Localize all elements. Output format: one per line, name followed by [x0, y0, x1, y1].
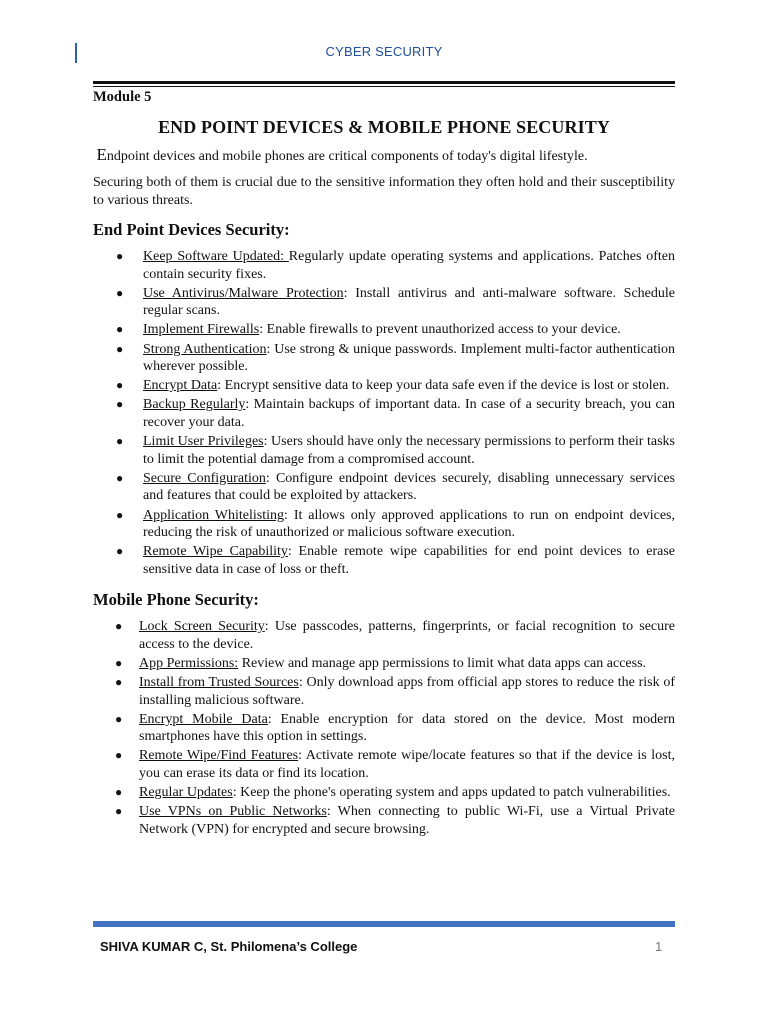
list-item — [93, 543, 675, 578]
item-term: Strong Authentication — [143, 341, 267, 357]
page-number: 1 — [655, 939, 663, 954]
list-item — [93, 341, 675, 376]
list-item — [93, 248, 675, 283]
bullet-icon: ● — [115, 748, 123, 763]
item-text: : It allows only approved applications to run on endpoint devices, reducing the risk of unauthorized or malicious software execution. — [143, 507, 675, 540]
item-term: Backup Regularly — [143, 397, 246, 413]
list-item — [93, 803, 675, 838]
list-item — [93, 433, 675, 468]
item-text: : Configure endpoint devices securely, disabling unnecessary services and features that could be exploited by attackers. — [143, 470, 675, 504]
list-item — [93, 321, 675, 339]
list-item — [93, 711, 675, 746]
list-item — [93, 618, 675, 653]
intro-first-letter: E — [96, 145, 107, 164]
item-text: : Activate remote wipe/locate features so that if the device is lost, you can erase its data or find its location. — [139, 748, 675, 781]
header-rule-thick — [93, 81, 675, 84]
document-title: END POINT DEVICES & MOBILE PHONE SECURITY — [158, 117, 610, 137]
header-rule-thin — [93, 86, 675, 87]
list-item — [93, 674, 675, 709]
mobile-list — [93, 618, 675, 838]
bullet-icon: ● — [115, 711, 123, 726]
footer-rule — [93, 921, 675, 927]
module-label: Module 5 — [93, 89, 152, 105]
intro-text: ndpoint devices and mobile phones are critical components of today's digital lifestyle. — [106, 149, 588, 164]
bullet-icon: ● — [116, 322, 124, 337]
list-item — [93, 747, 675, 782]
bullet-icon: ● — [115, 675, 123, 690]
bullet-icon: ● — [115, 804, 123, 819]
bullet-icon: ● — [116, 544, 124, 559]
bullet-icon: ● — [116, 397, 124, 412]
item-term: Regular Updates — [139, 785, 233, 801]
bullet-icon: ● — [116, 249, 124, 263]
item-text: : Use passcodes, patterns, fingerprints, or facial recognition to secure access to the device. — [139, 619, 675, 652]
bullet-icon: ● — [115, 619, 123, 634]
footer-author: SHIVA KUMAR C, St. Philomena’s College — [100, 939, 358, 954]
list-item — [93, 655, 675, 673]
section-heading: End Point Devices Security: — [93, 220, 290, 239]
item-term: Secure Configuration — [143, 470, 266, 486]
list-item — [93, 507, 675, 542]
item-term: Encrypt Data — [143, 378, 218, 394]
item-text: : Enable remote wipe capabilities for end point devices to erase sensitive data in case of loss or theft. — [143, 544, 675, 577]
item-text: : Install antivirus and anti-malware software. Schedule regular scans. — [143, 285, 675, 319]
bullet-icon: ● — [116, 470, 124, 485]
bullet-icon: ● — [116, 434, 124, 449]
bullet-icon: ● — [116, 378, 124, 393]
intro-paragraph — [93, 146, 675, 165]
bullet-icon: ● — [116, 507, 124, 522]
section-heading: Mobile Phone Security: — [93, 590, 259, 610]
item-term: Use VPNs on Public Networks — [139, 804, 327, 820]
item-text: : Encrypt sensitive data to keep your data safe even if the device is lost or stolen. — [217, 378, 670, 394]
item-text: Regularly update operating systems and applications. Patches often contain security fixes. — [143, 249, 675, 282]
item-text: : Maintain backups of important data. In case of a security breach, you can recover your data. — [143, 397, 675, 430]
item-text: : Users should have only the necessary permissions to perform their tasks to limit the potential damage from a compromised account. — [143, 434, 675, 467]
item-text: : Only download apps from official app stores to reduce the risk of installing malicious software. — [139, 675, 675, 708]
item-term: Application Whitelisting — [143, 507, 284, 523]
item-term: Remote Wipe/Find Features — [139, 748, 299, 764]
item-term: Install from Trusted Sources — [139, 675, 299, 691]
item-text: : Enable firewalls to prevent unauthorized access to your device. — [259, 322, 621, 338]
section-endpoint — [93, 220, 675, 578]
list-item — [93, 377, 675, 395]
list-item — [93, 396, 675, 431]
item-term: Lock Screen Security — [139, 619, 265, 635]
endpoint-list — [93, 248, 675, 578]
list-item — [93, 784, 675, 802]
bullet-icon: ● — [116, 341, 124, 356]
bullet-icon: ● — [115, 655, 123, 670]
header-title: CYBER SECURITY — [325, 44, 443, 59]
item-term: Encrypt Mobile Data — [139, 711, 268, 727]
item-text: : Enable encryption for data stored on the device. Most modern smartphones have this option in settings. — [139, 711, 676, 745]
item-text: : Keep the phone's operating system and apps updated to patch vulnerabilities. — [232, 785, 671, 801]
body-paragraph: Securing both of them is crucial due to the sensitive information they often hold and their susceptibility to various threats. — [93, 175, 675, 208]
item-term: App Permissions: — [139, 655, 239, 671]
document-body — [93, 88, 675, 840]
item-text: : Use strong & unique passwords. Implement multi-factor authentication wherever possible. — [143, 341, 676, 375]
list-item — [93, 470, 675, 505]
item-term: Keep Software Updated: — [143, 249, 289, 264]
item-term: Implement Firewalls — [143, 322, 260, 338]
bullet-icon: ● — [116, 285, 124, 300]
bullet-icon: ● — [115, 785, 123, 800]
list-item — [93, 285, 675, 320]
section-mobile — [93, 590, 675, 838]
item-term: Limit User Privileges — [143, 434, 264, 450]
item-term: Use Antivirus/Malware Protection — [143, 285, 344, 301]
item-text: Review and manage app permissions to limit what data apps can access. — [238, 655, 647, 671]
item-text: : When connecting to public Wi-Fi, use a Virtual Private Network (VPN) for encrypted and secure browsing. — [139, 804, 675, 837]
item-term: Remote Wipe Capability — [143, 544, 288, 560]
